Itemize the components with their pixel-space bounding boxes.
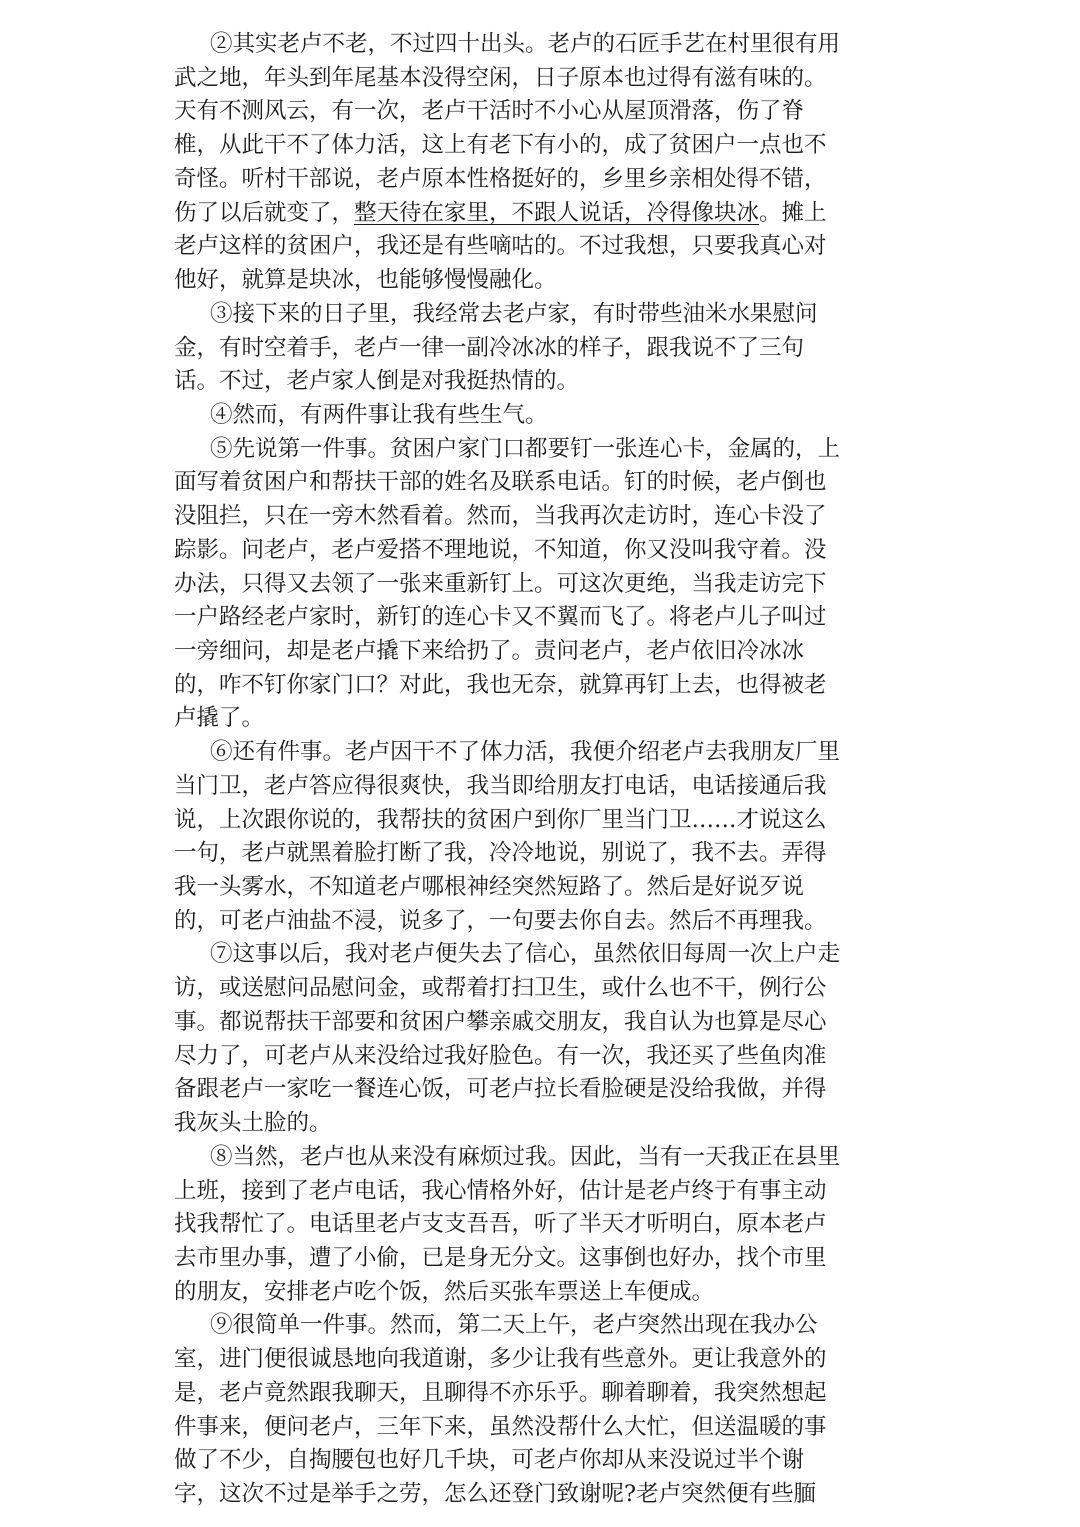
text-line: ⑤先说第一件事。贫困户家门口都要钉一张连心卡，金属的，上 [210,435,841,462]
text-line: 的，咋不钉你家门口？对此，我也无奈，就算再钉上去，也得被老 [174,671,827,698]
line-text-before: 伤了以后就变了， [174,199,355,226]
text-line: 话。不过，老卢家人倒是对我挺热情的。 [174,368,580,395]
text-line: ⑦这事以后，我对老卢便失去了信心，虽然依旧每周一次上户走 [210,941,841,968]
text-line: 做了不少，自掏腰包也好几千块，可老卢你却从来没说过半个谢 [174,1447,805,1474]
text-line: 面写着贫困户和帮扶干部的姓名及联系电话。钉的时候，老卢倒也 [174,469,827,496]
text-line: ②其实老卢不老，不过四十出头。老卢的石匠手艺在村里很有用 [210,31,841,57]
text-line: 他好，就算是块冰，也能够慢慢融化。 [174,267,557,293]
text-line: 金，有时空着手，老卢一律一副冷冰冰的样子，跟我说不了三句 [174,334,805,361]
text-line: ⑨很简单一件事。然而，第二天上午，老卢突然出现在我办公 [210,1312,818,1339]
text-line: 件事来，便问老卢，三年下来，虽然没帮什么大忙，但送温暖的事 [174,1413,827,1440]
text-line: 的朋友，安排老卢吃个饭，然后买张车票送上车便成。 [174,1278,715,1305]
text-line: ③接下来的日子里，我经常去老卢家，有时带些油米水果慰问 [210,300,818,327]
text-line: 的，可老卢油盐不浸，说多了，一句要去你自去。然后不再理我。 [174,907,827,934]
text-line: 我一头雾水，不知道老卢哪根神经突然短路了。然后是好说歹说 [174,874,805,900]
text-line: 上班，接到了老卢电话，我心情格外好，估计是老卢终于有事主动 [174,1177,827,1204]
line-text-after: 。摊上 [759,199,827,226]
text-line: 武之地，年头到年尾基本没得空闲，日子原本也过得有滋有味的。 [174,64,827,91]
text-line: 椎，从此干不了体力活，这上有老下有小的，成了贫困户一点也不 [174,132,827,159]
text-line: 访，或送慰问品慰问金，或帮着打扫卫生，或什么也不干，例行公 [174,975,827,1002]
text-line: 我灰头土脸的。 [174,1110,332,1136]
text-line: 当门卫，老卢答应得很爽快，我当即给朋友打电话，电话接通后我 [174,772,827,799]
text-line: 字，这次不过是举手之劳，怎么还登门致谢呢?老卢突然便有些腼 [174,1481,817,1507]
text-line: 卢撬了。 [174,705,265,732]
text-line: 办法，只得又去领了一张来重新钉上。可这次更绝，当我走访完下 [174,570,827,597]
underlined-sentence: 整天待在家里，不跟人说话，冷得像块冰 [354,199,760,226]
text-line: 一旁细问，却是老卢撬下来给扔了。责问老卢，老卢依旧冷冰冰 [174,638,805,664]
text-line: 室，进门便很诚恳地向我道谢，多少让我有些意外。更让我意外的 [174,1346,827,1373]
text-line: ④然而，有两件事让我有些生气。 [210,401,548,428]
text-line: 天有不测风云，有一次，老卢干活时不小心从屋顶滑落，伤了脊 [174,98,805,125]
text-line: 说，上次跟你说的，我帮扶的贫困户到你厂里当门卫……才说这么 [174,806,827,833]
text-line: 找我帮忙了。电话里老卢支支吾吾，听了半天才听明白，原本老卢 [174,1211,827,1238]
text-line: 一户路经老卢家时，新钉的连心卡又不翼而飞了。将老卢儿子叫过 [174,604,827,631]
text-line: 事。都说帮扶干部要和贫困户攀亲戚交朋友，我自认为也算是尽心 [174,1008,827,1035]
text-line: 去市里办事，遭了小偷，已是身无分文。这事倒也好办，找个市里 [174,1244,827,1271]
text-line: 是，老卢竟然跟我聊天，且聊得不亦乐乎。聊着聊着，我突然想起 [174,1379,827,1406]
text-line: 一句，老卢就黑着脸打断了我，冷冷地说，别说了，我不去。弄得 [174,840,827,867]
text-line: ⑧当然，老卢也从来没有麻烦过我。因此，当有一天我正在县里 [210,1143,841,1170]
text-line: 备跟老卢一家吃一餐连心饭，可老卢拉长看脸硬是没给我做，并得 [174,1076,827,1103]
text-line: ⑥还有件事。老卢因干不了体力活，我便介绍老卢去我朋友厂里 [210,739,841,766]
text-line [174,195,914,231]
text-line: 没阻拦，只在一旁木然看着。然而，当我再次走访时，连心卡没了 [174,503,827,530]
text-line: 踪影。问老卢，老卢爱搭不理地说，不知道，你又没叫我守着。没 [174,536,827,563]
text-line: 尽力了，可老卢从来没给过我好脸色。有一次，我还买了些鱼肉准 [174,1042,827,1069]
text-line: 老卢这样的贫困户，我还是有些嘀咕的。不过我想，只要我真心对 [174,233,827,260]
text-line: 奇怪。听村干部说，老卢原本性格挺好的，乡里乡亲相处得不错， [174,165,827,192]
